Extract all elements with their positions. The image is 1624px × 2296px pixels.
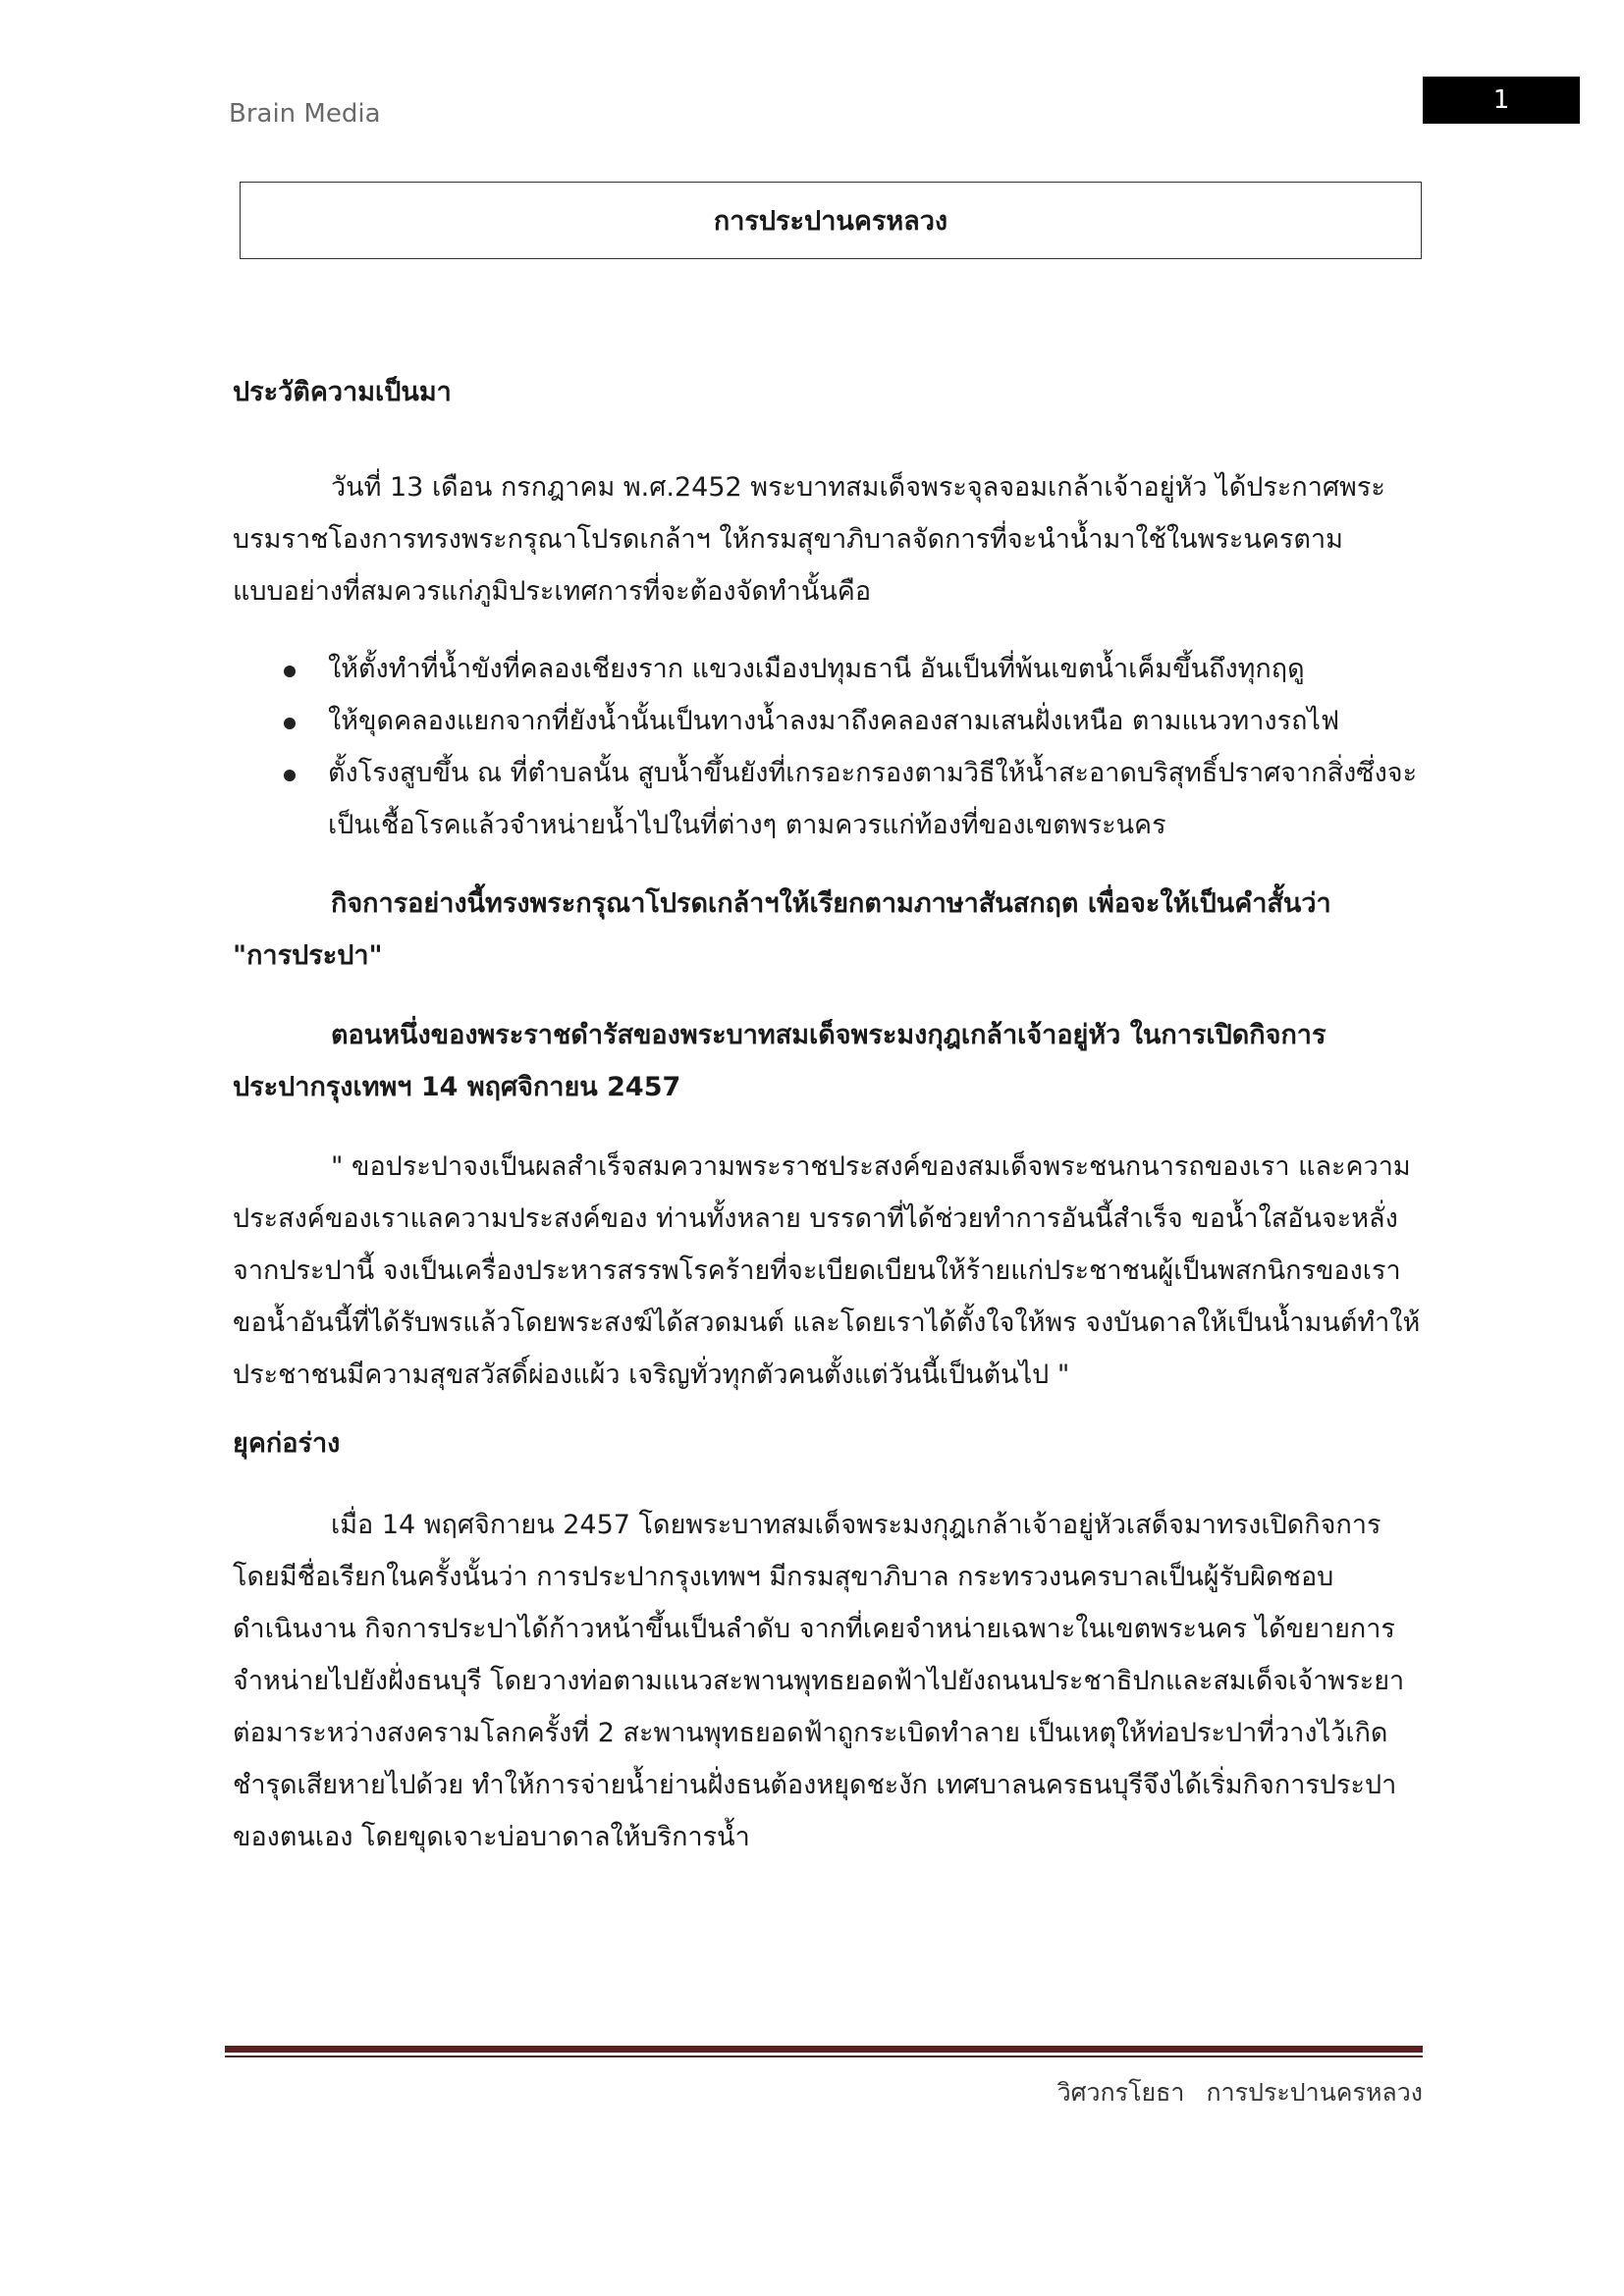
document-body bbox=[233, 363, 1426, 1863]
speech-quote bbox=[233, 1141, 1426, 1401]
footer-author: วิศวกรโยธา bbox=[1056, 2078, 1185, 2107]
era-line: ดำเนินงาน กิจการประปาได้ก้าวหน้าขึ้นเป็นลำดับ จากที่เคยจำหน่ายเฉพาะในเขตพระนคร ได้ขยายการ bbox=[233, 1614, 1395, 1644]
era-line: ชำรุดเสียหายไปด้วย ทำให้การจ่ายน้ำย่านฝั่งธนต้องหยุดชะงัก เทศบาลนครธนบุรีจึงได้เริ่มกิจการประปา bbox=[233, 1770, 1397, 1800]
history-heading: ประวัติความเป็นมา bbox=[233, 377, 452, 407]
quote-line: จากประปานี้ จงเป็นเครื่องประหารสรรพโรคร้ายที่จะเบียดเบียนให้ร้ายแก่ประชาชนผู้เป็นพสกนิกรของเรา bbox=[233, 1255, 1401, 1286]
history-line: บรมราชโองการทรงพระกรุณาโปรดเกล้าฯ ให้กรมสุขาภิบาลจัดการที่จะนำน้ำมาใช้ในพระนครตาม bbox=[233, 524, 1343, 555]
speech-intro bbox=[233, 1009, 1426, 1113]
bullet-dot-icon bbox=[284, 770, 296, 781]
era-line: โดยมีชื่อเรียกในครั้งนั้นว่า การประปากรุงเทพฯ มีกรมสุขาภิบาล กระทรวงนครบาลเป็นผู้รับผิดชอบ bbox=[233, 1562, 1334, 1592]
bullet-dot-icon bbox=[284, 718, 296, 729]
bullet-text: เป็นเชื้อโรคแล้วจำหน่ายน้ำไปในที่ต่างๆ ตามควรแก่ท้องที่ของเขตพระนคร bbox=[328, 810, 1166, 840]
history-bullet-list bbox=[233, 643, 1426, 851]
bullet-item bbox=[233, 747, 1426, 851]
quote-line: ประสงค์ของเราแลความประสงค์ของ ท่านทั้งหลาย บรรดาที่ได้ช่วยทำการอันนี้สำเร็จ ขอน้ำใสอันจะหลั่ง bbox=[233, 1203, 1398, 1234]
page-number-badge: 1 bbox=[1423, 77, 1580, 124]
bullet-dot-icon bbox=[284, 666, 296, 677]
era-line: ต่อมาระหว่างสงครามโลกครั้งที่ 2 สะพานพุทธยอดฟ้าถูกระเบิดทำลาย เป็นเหตุให้ท่อประปาที่วางไว้เกิด bbox=[233, 1718, 1388, 1748]
era-paragraph bbox=[233, 1499, 1426, 1863]
footer-doc-title: การประปานครหลวง bbox=[1206, 2078, 1423, 2107]
era-line: ของตนเอง โดยขุดเจาะบ่อบาดาลให้บริการน้ำ bbox=[233, 1822, 750, 1852]
naming-paragraph bbox=[233, 878, 1426, 982]
document-title bbox=[240, 182, 1422, 259]
quote-line: " ขอประปาจงเป็นผลสำเร็จสมความพระราชประสงค์ของสมเด็จพระชนกนารถของเรา และความ bbox=[331, 1151, 1411, 1182]
footer bbox=[1057, 2073, 1423, 2112]
history-line: แบบอย่างที่สมควรแก่ภูมิประเทศการที่จะต้องจัดทำนั้นคือ bbox=[233, 576, 872, 607]
history-line: วันที่ 13 เดือน กรกฎาคม พ.ศ.2452 พระบาทสมเด็จพระจุลจอมเกล้าเจ้าอยู่หัว ได้ประกาศพระ bbox=[331, 472, 1385, 503]
naming-line: "การประปา" bbox=[233, 940, 383, 971]
speech-intro-line: ตอนหนึ่งของพระราชดำรัสของพระบาทสมเด็จพระมงกุฎเกล้าเจ้าอยู่หัว ในการเปิดกิจการ bbox=[331, 1020, 1326, 1050]
era-line: จำหน่ายไปยังฝั่งธนบุรี โดยวางท่อตามแนวสะพานพุทธยอดฟ้าไปยังถนนประชาธิปกและสมเด็จเจ้าพระยา bbox=[233, 1666, 1405, 1696]
bullet-text: ให้ขุดคลองแยกจากที่ยังน้ำนั้นเป็นทางน้ำลงมาถึงคลองสามเสนฝั่งเหนือ ตามแนวทางรถไฟ bbox=[328, 706, 1340, 736]
naming-line: กิจการอย่างนี้ทรงพระกรุณาโปรดเกล้าฯให้เรียกตามภาษาสันสกฤต เพื่อจะให้เป็นคำสั้นว่า bbox=[331, 888, 1331, 919]
bullet-text: ให้ตั้งทำที่น้ำขังที่คลองเชียงราก แขวงเมืองปทุมธานี อันเป็นที่พ้นเขตน้ำเค็มขึ้นถึงทุกฤดู bbox=[328, 654, 1305, 684]
bullet-item bbox=[233, 695, 1426, 747]
bullet-item bbox=[233, 643, 1426, 695]
bullet-text: ตั้งโรงสูบขึ้น ณ ที่ตำบลนั้น สูบน้ำขึ้นยังที่เกรอะกรองตามวิธีให้น้ำสะอาดบริสุทธิ์ปราศจากสิ่งซึ่งจะ bbox=[328, 758, 1418, 788]
era-line: เมื่อ 14 พฤศจิกายน 2457 โดยพระบาทสมเด็จพระมงกุฎเกล้าเจ้าอยู่หัวเสด็จมาทรงเปิดกิจการ bbox=[331, 1510, 1381, 1540]
era-heading: ยุคก่อร่าง bbox=[233, 1428, 341, 1459]
speech-intro-line: ประปากรุงเทพฯ 14 พฤศจิกายน 2457 bbox=[233, 1072, 681, 1102]
footer-divider bbox=[225, 2046, 1423, 2057]
brand-header: Brain Media bbox=[229, 99, 381, 129]
document-title-text: การประปานครหลวง bbox=[713, 206, 948, 237]
history-paragraph bbox=[233, 461, 1426, 617]
quote-line: ขอน้ำอันนี้ที่ได้รับพรแล้วโดยพระสงฆ์ได้สวดมนต์ และโดยเราได้ตั้งใจให้พร จงบันดาลให้เป็นน้ำมนต์ทำให้ bbox=[233, 1308, 1421, 1338]
quote-line: ประชาชนมีความสุขสวัสดิ์ผ่องแผ้ว เจริญทั่วทุกตัวคนตั้งแต่วันนี้เป็นต้นไป " bbox=[233, 1360, 1070, 1390]
